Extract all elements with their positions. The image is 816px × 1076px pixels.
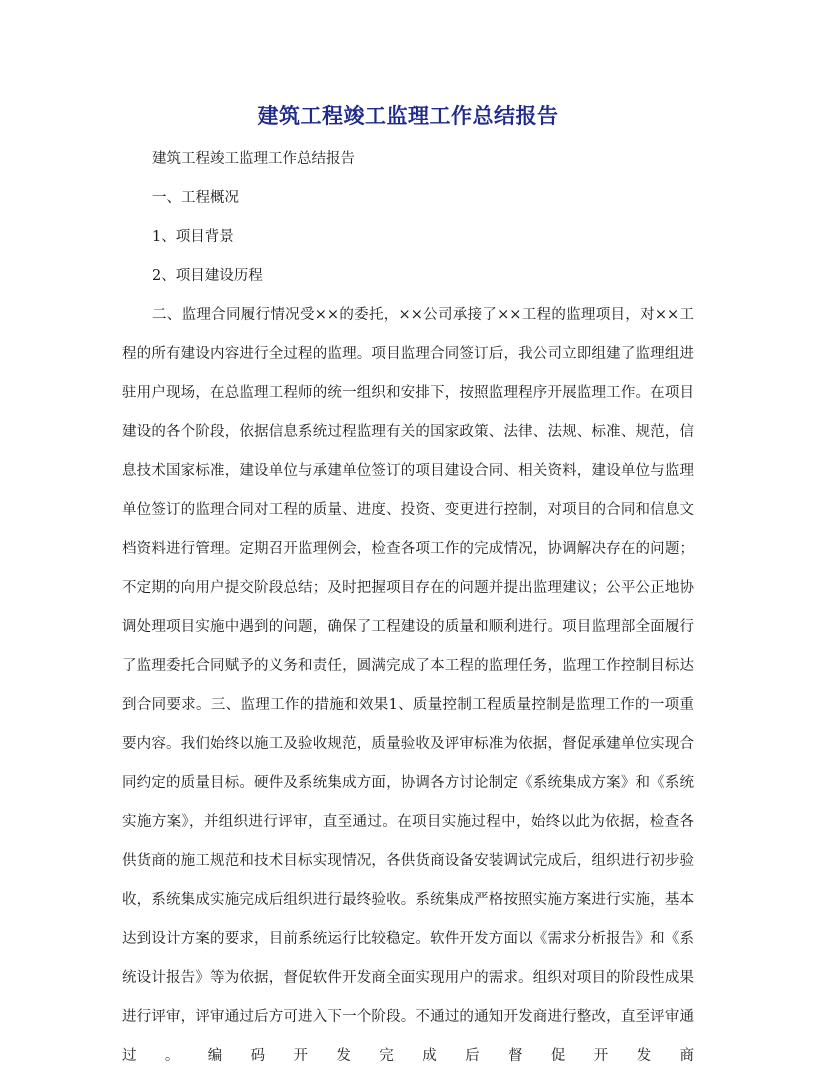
paragraph-section-heading: 一、工程概况 — [152, 190, 239, 206]
paragraph-subheading: 1、项目背景 — [152, 229, 234, 245]
document-body — [122, 140, 694, 1076]
paragraph-subtitle: 建筑工程竣工监理工作总结报告 — [152, 151, 355, 167]
document-title: 建筑工程竣工监理工作总结报告 — [257, 103, 559, 128]
paragraph-body: 二、监理合同履行情况受××的委托，××公司承接了××工程的监理项目，对××工程的所有建设内容进行全过程的监理。项目监理合同签订后，我公司立即组建了监理组进驻用户现场，在总监理工程师的统一组织和安排下，按照监理程序开展监理工作。在项目建设的各个阶段，依据信息系统过程监理有关的国家政策、法律、法规、标准、规范，信息技术国家标准，建设单位与承建单位签订的项目建设合同、相关资料，建设单位与监理单位签订的监理合同对工程的质量、进度、投资、变更进行控制，对项目的合同和信息文档资料进行管理。定期召开监理例会，检查各项工作的完成情况，协调解决存在的问题；不定期的向用户提交阶段总结；及时把握项目存在的问题并提出监理建议；公平公正地协调处理项目实施中遇到的问题，确保了工程建设的质量和顺利进行。项目监理部全面履行了监理委托合同赋予的义务和责任，圆满完成了本工程的监理任务，监理工作控制目标达到合同要求。三、监理工作的措施和效果1、质量控制工程质量控制是监理工作的一项重要内容。我们始终以施工及验收规范，质量验收及评审标准为依据，督促承建单位实现合同约定的质量目标。硬件及系统集成方面，协调各方讨论制定《系统集成方案》和《系统实施方案》，并组织进行评审，直至通过。在项目实施过程中，始终以此为依据，检查各供货商的施工规范和技术目标实现情况，各供货商设备安装调试完成后，组织进行初步验收，系统集成实施完成后组织进行最终验收。系统集成严格按照实施方案进行实施，基本达到设计方案的要求，目前系统运行比较稳定。软件开发方面以《需求分析报告》和《系统设计报告》等为依据，督促软件开发商全面实现用户的需求。组织对项目的阶段性成果进行评审，评审通过后方可进入下一个阶段。不通过的通知开发商进行整改，直至评审通过。编码开发完成后督促开发商 — [122, 307, 694, 1064]
paragraph-subheading: 2、项目建设历程 — [152, 268, 263, 284]
